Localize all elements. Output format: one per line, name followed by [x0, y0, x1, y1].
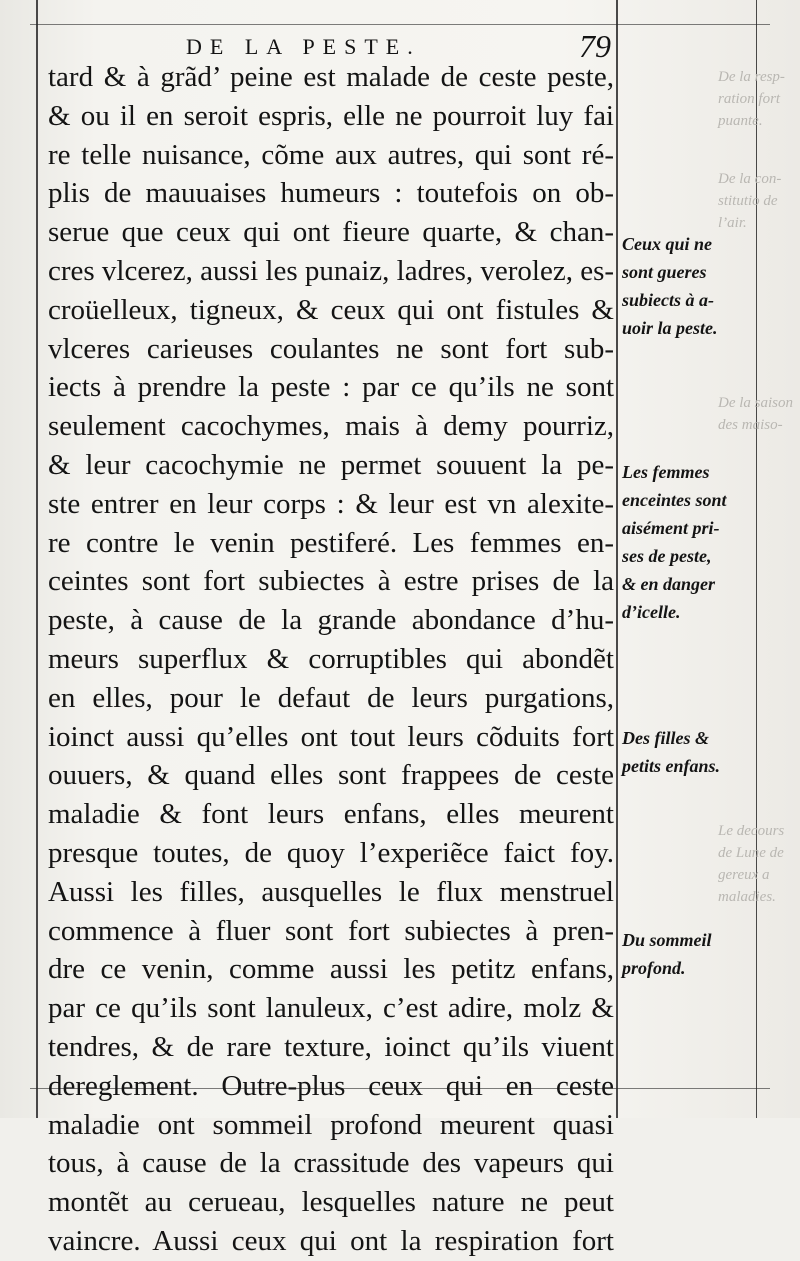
- note-line: subiects à a-: [622, 290, 714, 310]
- ghost-line: Le decours: [718, 823, 785, 839]
- note-line: sont gueres: [622, 262, 707, 282]
- text-line: iects à prendre la peste : par ce qu’ils ne sont: [48, 371, 614, 404]
- ghost-line: gereux a: [718, 867, 770, 883]
- text-line: ouuers, & quand elles sont frappees de ceste: [48, 759, 614, 792]
- margin-note-deep-sleep: [622, 926, 756, 982]
- text-line: plis de mauuaises humeurs : toutefois on ob-: [48, 177, 614, 210]
- text-line: ioinct aussi qu’elles ont tout leurs cõduits fort: [48, 720, 614, 753]
- text-line: serue que ceux qui ont fieure quarte, & chan-: [48, 216, 614, 249]
- page-number: 79: [579, 28, 611, 64]
- text-line: Aussi les filles, ausquelles le flux menstruel: [48, 875, 614, 908]
- text-line: ceintes sont fort subiectes à estre prises de la: [48, 565, 614, 598]
- note-line: Du sommeil: [622, 930, 712, 950]
- running-title: DE LA PESTE.: [186, 34, 421, 59]
- note-line: & en danger: [622, 574, 716, 594]
- text-line: montẽt au cerueau, lesquelles nature ne peut: [48, 1186, 614, 1219]
- ghost-line: l’air.: [718, 215, 747, 231]
- ghost-line: De la resp-: [718, 69, 785, 85]
- text-line: dereglement. Outre-plus ceux qui en ceste: [48, 1069, 614, 1102]
- ghost-line: ration fort: [718, 91, 781, 107]
- margin-note-girls-children: [622, 724, 756, 780]
- showthrough-note: [718, 66, 798, 132]
- text-line: maladie & font leurs enfans, elles meurent: [48, 798, 614, 831]
- ghost-line: de Lune de: [718, 845, 784, 861]
- ghost-line: De la con-: [718, 171, 782, 187]
- text-line: seulement cacochymes, mais à demy pourriz,: [48, 410, 614, 443]
- text-line: re telle nuisance, cõme aux autres, qui sont ré-: [48, 138, 614, 171]
- text-line: peste, à cause de la grande abondance d’hu-: [48, 604, 614, 637]
- top-rule: [30, 24, 770, 25]
- note-line: ses de peste,: [622, 546, 712, 566]
- text-line: cres vlcerez, aussi les punaiz, ladres, verolez, es-: [48, 254, 614, 287]
- ghost-line: De la saison: [718, 395, 793, 411]
- text-line: commence à fluer sont fort subiectes à pren-: [48, 914, 614, 947]
- text-line: en elles, pour le defaut de leurs purgations,: [48, 681, 614, 714]
- text-line: re contre le venin pestiferé. Les femmes en-: [48, 526, 614, 559]
- ghost-line: stitutio de: [718, 193, 778, 209]
- text-line: & leur cacochymie ne permet souuent la pe-: [48, 448, 614, 481]
- showthrough-note: [718, 820, 798, 908]
- text-line: ste entrer en leur corps : & leur est vn alexite-: [48, 487, 614, 520]
- text-line: & ou il en seroit espris, elle ne pourroit luy fai: [48, 99, 614, 132]
- note-line: aisément pri-: [622, 518, 720, 538]
- note-line: d’icelle.: [622, 602, 681, 622]
- note-line: enceintes sont: [622, 490, 727, 510]
- showthrough-note: [718, 392, 798, 436]
- text-line: tendres, & de rare texture, ioinct qu’ils viuent: [48, 1030, 614, 1063]
- margin-note-pregnant-women: [622, 458, 756, 626]
- text-line: croüelleux, tigneux, & ceux qui ont fistules &: [48, 293, 614, 326]
- text-line: tard & à grãd’ peine est malade de ceste peste,: [48, 61, 614, 93]
- left-rule: [36, 0, 38, 1118]
- margin-note-not-subject: [622, 230, 756, 342]
- note-line: petits enfans.: [622, 756, 721, 776]
- text-line: tous, à cause de la crassitude des vapeurs qui: [48, 1147, 614, 1180]
- text-line: dre ce venin, comme aussi les petitz enfans,: [48, 953, 614, 986]
- note-line: uoir la peste.: [622, 318, 718, 338]
- ghost-line: des maiso-: [718, 417, 783, 433]
- note-line: Des filles &: [622, 728, 709, 748]
- body-text: [48, 58, 614, 1261]
- ghost-line: maladies.: [718, 889, 776, 905]
- note-line: Ceux qui ne: [622, 234, 713, 254]
- text-line: meurs superflux & corruptibles qui abondẽt: [48, 642, 614, 675]
- ghost-line: puante.: [718, 113, 763, 129]
- text-line: presque toutes, de quoy l’experiẽce faict foy.: [48, 836, 614, 869]
- text-margin-rule: [616, 0, 618, 1118]
- text-line: vaincre. Aussi ceux qui ont la respiration fort: [48, 1224, 614, 1257]
- text-line: vlceres carieuses coulantes ne sont fort sub-: [48, 332, 614, 365]
- note-line: profond.: [622, 958, 686, 978]
- showthrough-note: [718, 168, 798, 234]
- text-line: par ce qu’ils sont lanuleux, c’est adire, molz &: [48, 992, 614, 1025]
- note-line: Les femmes: [622, 462, 710, 482]
- text-line: maladie ont sommeil profond meurent quasi: [48, 1108, 614, 1141]
